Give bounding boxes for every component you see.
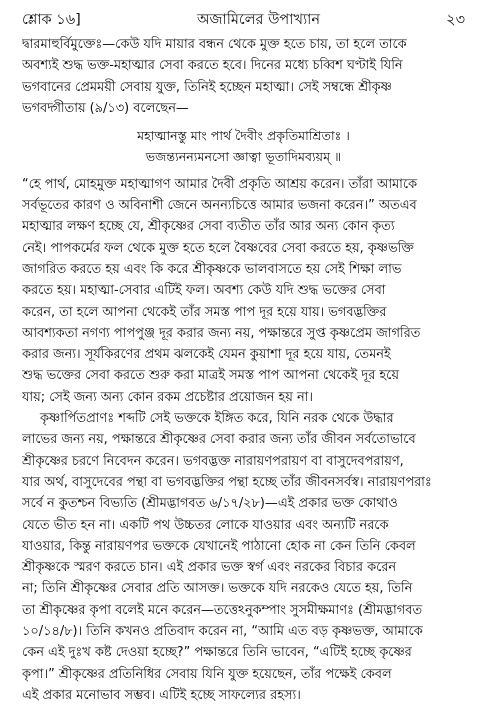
verse-reference: শ্লোক ১৬]	[22, 12, 81, 28]
text-line: কেন এই দুঃখ কষ্ট দেওয়া হচ্ছে?” পক্ষান্তরে তিনি ভাবেন, “এটিই হচ্ছে কৃষ্ণের	[22, 645, 412, 661]
text-line: করতে হয়। মহাত্মা-সেবার এটিই ফল। অবশ্য কেউ যদি শুদ্ধ ভক্তের সেবা	[22, 283, 386, 299]
text-line: জাগরিত করতে হয় এবং কি করে শ্রীকৃষ্ণকে ভালবাসতে হয় সেই শিক্ষা লাভ	[22, 261, 402, 277]
text-line: ১০/১৪/৮)। তিনি কখনও প্রতিবাদ করেন না, “আমি এত বড় কৃষ্ণভক্ত, আমাকে	[22, 624, 423, 640]
text-line: সর্বভূতের কারণ ও অবিনাশী জেনে অনন্যচিত্তে আমার ভজনা করেন।” অতএব	[22, 198, 417, 214]
sanskrit-verse	[22, 125, 465, 168]
text-line: লাভের জন্য নয়, পক্ষান্তরে শ্রীকৃষ্ণের সেবা করার জন্য তাঁর জীবন সর্বতোভাবে	[22, 432, 416, 448]
text-line: ভগবানের প্রেমময়ী সেবায় যুক্ত, তিনিই হচ্ছেন মহাত্মা। সেই সম্বন্ধে শ্রীকৃষ্ণ	[22, 79, 392, 95]
text-line: এই প্রকার মনোভাব সম্ভব। এটিই হচ্ছে সাফল্যের রহস্য।	[22, 687, 301, 703]
text-line: “হে পার্থ, মোহমুক্ত মহাত্মাগণ আমার দৈবী প্রকৃতি আশ্রয় করেন। তাঁরা আমাকে	[22, 176, 418, 192]
paragraph-intro	[22, 34, 465, 119]
verse-line: মহাত্মানস্তু মাং পার্থ দৈবীং প্রকৃতিমাশ্রিতাঃ ।	[137, 128, 350, 144]
text-line: যায়; সেই জন্য অন্য কোন রকম প্রচেষ্টার প্রয়োজন হয় না।	[22, 389, 314, 405]
text-line: যেতে ভীত হন না। একটি পথ উচ্চতর লোকে যাওয়ার এবং অন্যটি নরকে	[22, 517, 389, 533]
text-line: দ্বারমাহুর্বিমুক্তেঃ—কেউ যদি মায়ার বন্ধন থেকে মুক্ত হতে চায়, তা হলে তাকে	[22, 37, 407, 52]
text-line: করার জন্য। সূর্যকিরণের প্রথম ঝলকেই যেমন কুয়াশা দূর হয়ে যায়, তেমনই	[22, 347, 391, 363]
text-line: মহাত্মার লক্ষণ হচ্ছে যে, শ্রীকৃষ্ণের সেবা ব্যতীত তাঁর আর অন্য কোন কৃত্য	[22, 219, 395, 235]
text-line: না; তিনি শ্রীকৃষ্ণের সেবার প্রতি আসক্ত। ভক্তকে যদি নরকেও যেতে হয়, তিনি	[22, 581, 413, 597]
text-line: কৃপা।” শ্রীকৃষ্ণের প্রতিনিধির সেবায় যিনি যুক্ত হয়েছেন, তাঁর পক্ষেই কেবল	[22, 666, 392, 682]
text-line: করেন, তা হলে আপনা থেকেই তাঁর সমস্ত পাপ দূর হয়ে যায়। ভগবদ্ভক্তির	[22, 304, 387, 320]
text-line: শ্রীকৃষ্ণকে স্মরণ করতে চান। এই প্রকার ভক্ত স্বর্গ এবং নরকের বিচার করেন	[22, 560, 397, 576]
verse-line: ভজন্ত্যনন্যমনসো জ্ঞাত্বা ভূতাদিমব্যয়ম্ ॥	[145, 149, 342, 165]
chapter-title: অজামিলের উপাখ্যান	[196, 12, 321, 28]
page-header	[22, 8, 465, 34]
text-line: শ্রীকৃষ্ণের চরণে নিবেদন করেন। ভগবদ্ভক্ত নারায়ণপরায়ণ বা বাসুদেবপরায়ণ,	[22, 453, 404, 469]
text-line: তা শ্রীকৃষ্ণের কৃপা বলেই মনে করেন—তত্তেঽনুকম্পাং সুসমীক্ষমাণঃ (শ্রীমদ্ভাগবত	[22, 602, 423, 618]
text-line: আবশ্যকতা নগণ্য পাপপুঞ্জ দূর করার জন্য নয়, পক্ষান্তরে সুপ্ত কৃষ্ণপ্রেম জাগরিত	[22, 325, 421, 341]
text-line: নেই। পাপকর্মের ফল থেকে মুক্ত হতে হলে বৈষ্ণবের সেবা করতে হয়, কৃষ্ণভক্তি	[22, 240, 414, 256]
text-line: কৃষ্ণার্পিতপ্রাণঃ শব্দটি সেই ভক্তকে ইঙ্গিত করে, যিনি নরক থেকে উদ্ধার	[40, 411, 394, 427]
text-line: যার অর্থ, বাসুদেবের পন্থা বা ভগবদ্ভক্তির পন্থা হচ্ছে তাঁর জীবনসর্বস্ব। নারায়ণপরাঃ	[22, 474, 432, 490]
text-line: সর্বে ন কুতশ্চন বিভ্যতি (শ্রীমদ্ভাগবত ৬/১৭/২৮)—এই প্রকার ভক্ত কোথাও	[22, 496, 398, 512]
text-line: ভগবদ্গীতায় (৯/১৩) বলেছেন—	[22, 100, 189, 116]
paragraph-purport	[22, 408, 465, 706]
text-line: যাওয়ার, কিন্তু নারায়ণপর ভক্তকে যেখানেই পাঠানো হোক না কেন তিনি কেবল	[22, 538, 416, 554]
text-line: অবশ্যই শুদ্ধ ভক্ত-মহাত্মার সেবা করতে হবে। দিনের মধ্যে চব্বিশ ঘণ্টাই যিনি	[22, 58, 403, 74]
text-line: শুদ্ধ ভক্তের সেবা করতে শুরু করা মাত্রই সমস্ত পাপ আপনা থেকেই দূর হয়ে	[22, 368, 399, 384]
page-number: ২৩	[446, 12, 465, 28]
paragraph-translation	[22, 174, 465, 408]
